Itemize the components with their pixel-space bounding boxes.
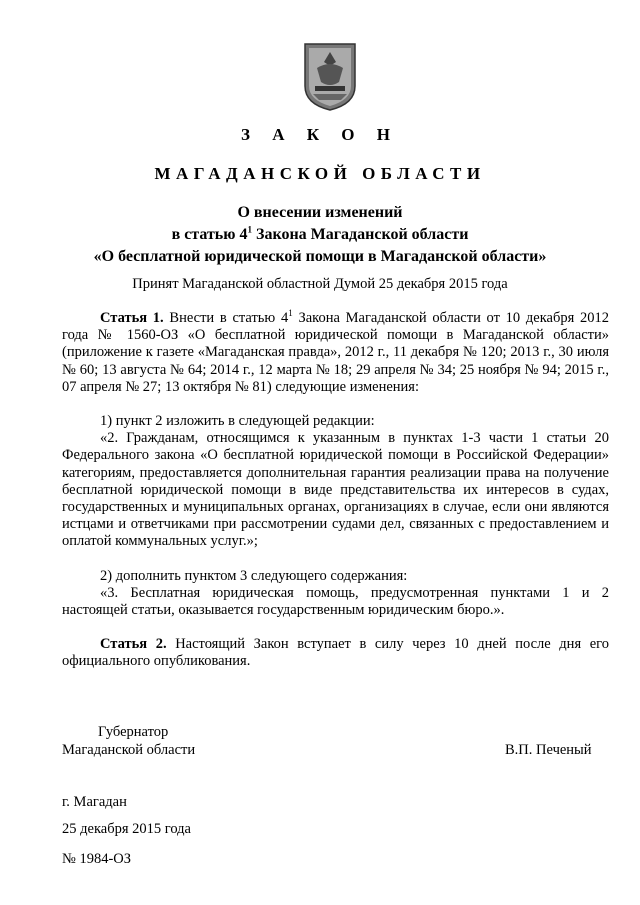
article-1-label: Статья 1. [100,310,164,326]
adoption-note: Принят Магаданской областной Думой 25 декабря 2015 года [132,276,508,292]
article-1-item-1: 1) пункт 2 изложить в следующей редакции: [100,413,375,430]
law-number: № 1984-ОЗ [62,851,132,867]
article-1-paragraph: Статья 1. Внести в статью $4^1$ Закона Магаданской области от 10 декабря 2012 года № 1560-ОЗ «О бесплатной юридической помощи в Магаданской области» (приложение к газете «Магаданская правда», 2012 г., 11 декабря № 120; 2013 г., 30 июля № 60; 13 августа № 64; 2014 г., 12 марта № 18; 29 апреля № 34; 25 ноября № 94; 2015 г., 07 апреля № 27; 13 октября № 81) следующие изменения: [62,308,609,395]
subject-line-1: О внесении изменений [237,204,403,221]
subject-line-2: в статью $4^1$ Закона Магаданской области [171,224,469,243]
coat-of-arms-emblem [303,42,357,112]
article-2-label: Статья 2. [100,636,167,653]
signing-date: 25 декабря 2015 года [62,821,191,837]
article-1-item-2-text: «3. Бесплатная юридическая помощь, предусмотренная пунктами 1 и 2 настоящей статьи, оказывается государственным юридическим бюро.». [62,584,609,619]
signer-position-line-2: Магаданской области [62,742,196,758]
signer-name: В.П. Печеный [505,742,592,758]
law-body [62,310,609,671]
article-1-item-1-text: «2. Гражданам, относящимся к указанным в пунктах 1-3 части 1 статьи 20 Федерального закона «О бесплатной юридической помощи в Российской Федерации» категориям, предоставляется дополнительная гарантия реализации права на получение бесплатной юридической помощи в виде представительства их интересов в судах, государственных и муниципальных органах, организациях в случае, если они являются истцами и ответчиками при рассмотрении судами дел, связанных с предоставлением и оплатой коммунальных услуг.»; [62,430,609,550]
article-1-item-2: 2) дополнить пунктом 3 следующего содержания: [100,567,408,584]
article-2-paragraph: Статья 2. Настоящий Закон вступает в силу через 10 дней после дня его официального опубликования. [62,636,610,670]
law-subject [0,202,640,268]
region-title: МАГАДАНСКОЙ ОБЛАСТИ [154,164,486,183]
document-title: З А К О Н [240,125,400,144]
signer-position-line-1: Губернатор [98,724,169,740]
signing-city: г. Магадан [62,794,127,810]
subject-line-3: «О бесплатной юридической помощи в Магаданской области» [93,248,547,265]
